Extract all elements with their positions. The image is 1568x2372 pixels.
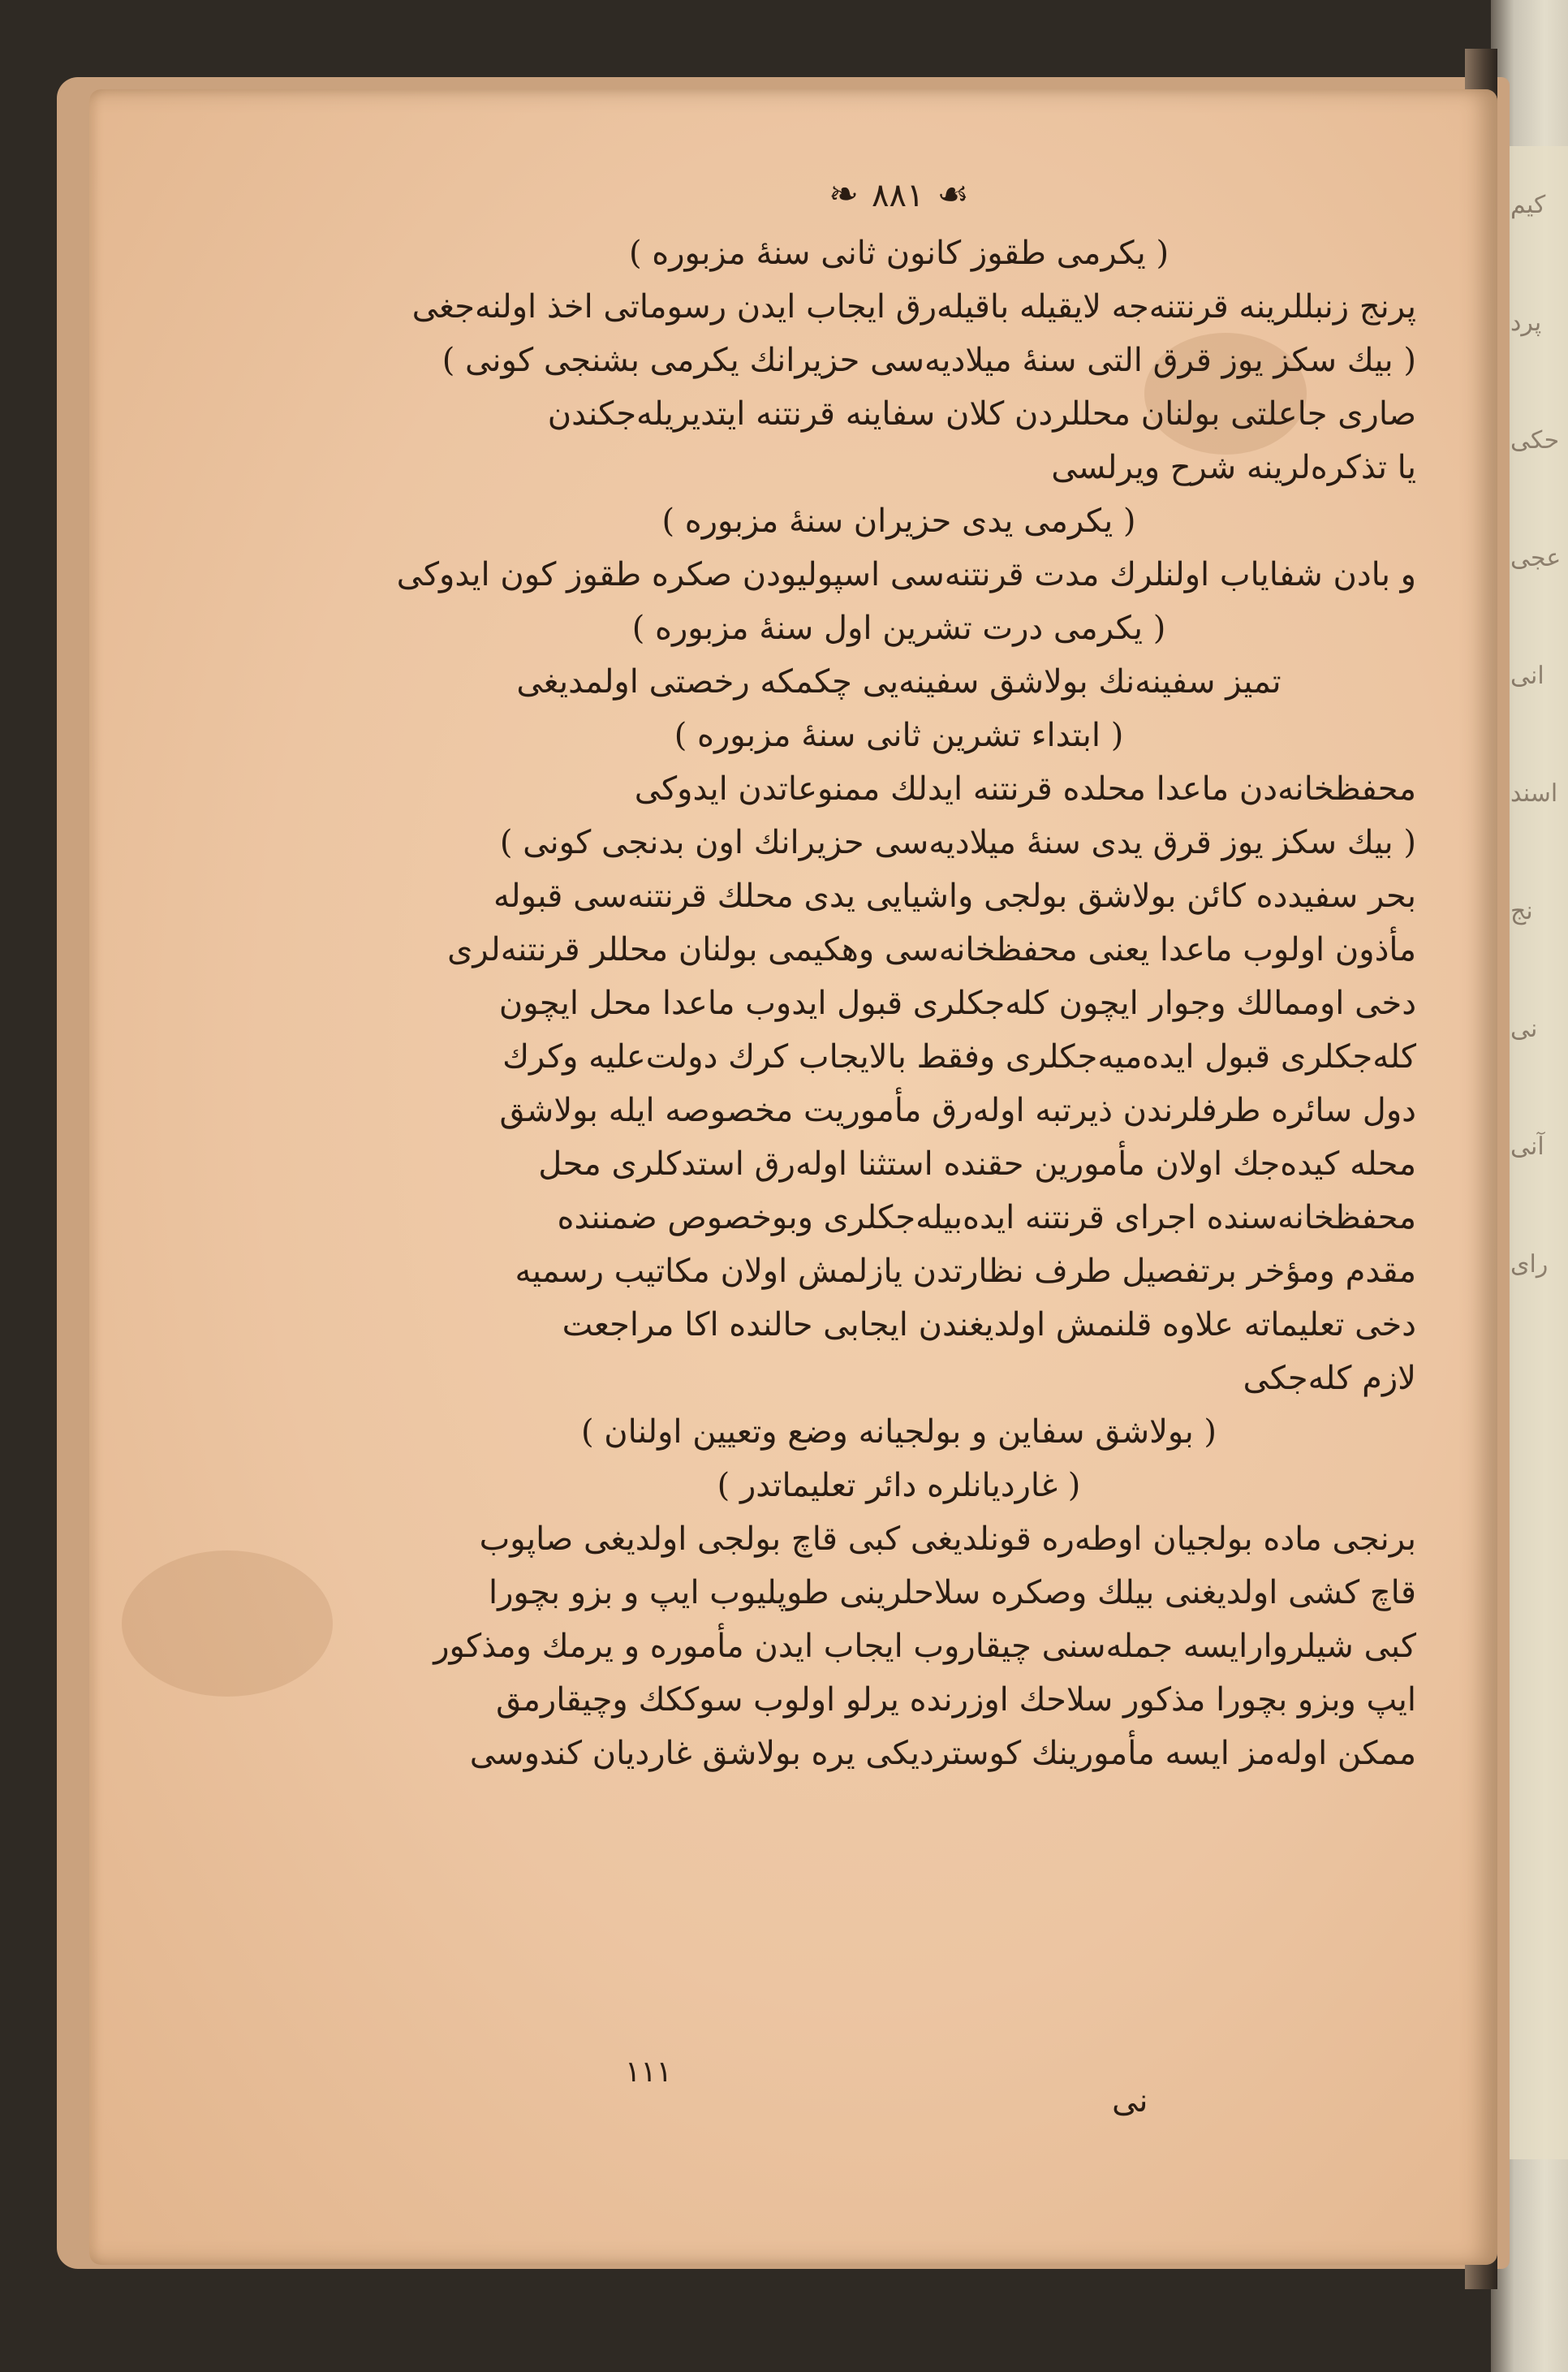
section-heading: ( یکرمی درت تشرین اول سنهٔ مزبوره ) (631, 610, 1166, 647)
adjacent-page-fragment: نی (1510, 1015, 1538, 1043)
text-line: لازم کله‌جکی (1243, 1360, 1416, 1397)
text-line: مقدم ومؤخر برتفصیل طرف نظارتدن یازلمش اولان مکاتیب رسمیه (515, 1253, 1416, 1290)
section-heading: ( یکرمی طقوز کانون ثانی سنهٔ مزبوره ) (628, 235, 1170, 272)
text-line: ایپ وبزو بچورا مذکور سلاحك اوزرنده یرلو اولوب سوککك وچیقارمق (496, 1681, 1416, 1719)
section-heading: ( غاردیانلره دائر تعلیماتدر ) (717, 1467, 1081, 1504)
adjacent-page-fragment: نج (1510, 897, 1533, 925)
section-heading: تمیز سفینه‌نك بولاشق سفینه‌یی چکمکه رخصتی اولمدیغی (516, 663, 1282, 701)
text-line: محفظخانه‌سنده اجرای قرنتنه ایده‌بیله‌جکلری وبوخصوص ضمننده (557, 1199, 1416, 1236)
adjacent-page-fragment: انی (1510, 662, 1544, 690)
adjacent-page-fragment: پرد (1510, 308, 1542, 337)
text-line: کله‌جکلری قبول ایده‌میه‌جکلری وفقط بالایجاب کرك دولت‌علیه وکرك (502, 1038, 1416, 1076)
text-line: دخی اوممالك وجوار ایچون کله‌جکلری قبول ایدوب ماعدا محل ایچون (498, 985, 1416, 1022)
text-line: محله کیده‌جك اولان مأمورین حقنده استثنا اوله‌رق استدکلری محل (538, 1145, 1416, 1183)
page-text-block (381, 170, 1416, 1780)
page-number-value: ٨٨١ (871, 177, 924, 214)
ornament-left-icon: ❧ (829, 174, 859, 215)
text-line: ممکن اوله‌مز ایسه مأمورینك کوستردیکی یره بولاشق غاردیان کندوسی (469, 1735, 1416, 1772)
text-line: صاری جاعلتی بولنان محللردن کلان سفاینه قرنتنه ایتدیریله‌جکندن (547, 395, 1416, 433)
text-line: مأذون اولوب ماعدا یعنی محفظخانه‌سی وهکیمی بولنان محللر قرنتنه‌لری (447, 931, 1416, 968)
text-line: یا تذکره‌لرینه شرح ویرلسی (1051, 449, 1416, 486)
text-line: قاچ کشی اولدیغنی بیلك وصکره سلاحلرینی طوپلیوب ایپ و بزو بچورا (489, 1574, 1416, 1611)
adjacent-page-fragment: کیم (1510, 191, 1546, 219)
section-heading: ( یکرمی یدی حزیران سنهٔ مزبوره ) (661, 502, 1136, 540)
section-heading: ( ابتداء تشرین ثانی سنهٔ مزبوره ) (674, 717, 1124, 754)
adjacent-page-fragment: عجی (1510, 544, 1562, 572)
text-line: بحر سفیدده کائن بولاشق بولجی واشیایی یدی محلك قرنتنه‌سی قبوله (493, 878, 1416, 915)
catchword: نی (1112, 2082, 1148, 2120)
text-line: و بادن شفایاب اولنلرك مدت قرنتنه‌سی اسپولیودن صکره طقوز کون ایدوکی (396, 556, 1416, 593)
text-line: برنجی ماده بولجیان اوطه‌ره قونلدیغی کبی قاچ بولجی اولدیغی صاپوب (479, 1520, 1416, 1558)
text-line: پرنج زنبللرینه قرنتنه‌جه لایقیله باقیله‌رق ایجاب ایدن رسوماتی اخذ اولنه‌جغی (411, 288, 1416, 326)
text-line: محفظخانه‌دن ماعدا محلده قرنتنه ایدلك ممنوعاتدن ایدوکی (634, 770, 1416, 808)
text-line: دخی تعلیماته علاوه قلنمش اولدیغندن ایجابی حالنده اکا مراجعت (562, 1306, 1416, 1343)
page-number (381, 170, 1416, 220)
adjacent-page-fragment: آنی (1510, 1132, 1544, 1161)
text-line: دول سائره طرفلرندن ذیرتبه اوله‌رق مأموریت مخصوصه ایله بولاشق (499, 1092, 1416, 1129)
text-line: ( بیك سکز یوز قرق یدی سنهٔ میلادیه‌سی حزیرانك اون بدنجی کونی ) (499, 824, 1416, 861)
adjacent-page-fragment: رای (1510, 1250, 1549, 1279)
section-heading: ( بولاشق سفاین و بولجیانه وضع وتعیین اولنان ) (580, 1413, 1217, 1451)
adjacent-page-fragment: اسند (1510, 779, 1558, 808)
adjacent-page-edge (1503, 146, 1568, 2159)
signature-mark: ١١١ (625, 2055, 673, 2089)
text-line: ( بیك سکز یوز قرق التی سنهٔ میلادیه‌سی حزیرانك یکرمی بشنجی کونی ) (442, 342, 1416, 379)
text-lines (381, 226, 1416, 1780)
text-line: کبی شیلروارایسه جمله‌سنی چیقاروب ایجاب ایدن مأموره و یرمك ومذکور (433, 1628, 1416, 1665)
ornament-right-icon: ☙ (937, 174, 969, 215)
adjacent-page-fragment: حکی (1510, 426, 1560, 455)
paper-stain (122, 1550, 333, 1697)
